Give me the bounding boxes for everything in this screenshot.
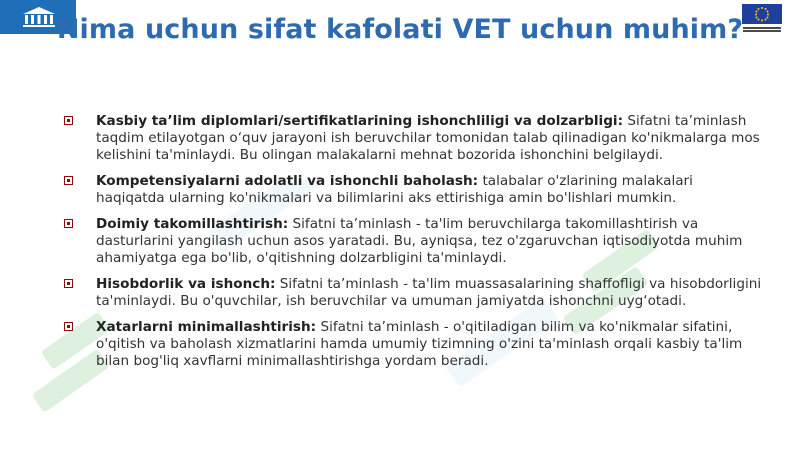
square-bullet-icon [64,279,73,288]
item-text: Sifatni ta’minlash - o'qitiladigan bilim va ko'nikmalar sifatini, o'qitish va baholash xizmatlarini hamda umumiy tizimning o'zini ta'minlash orqali kasbiy ta'lim bilan bog'liq xavflarni minimallashtirishga yordam beradi. [96,319,743,370]
list-item [62,173,762,207]
square-bullet-icon [64,176,73,185]
bullet-list [62,113,762,379]
list-item [62,276,762,310]
list-item [62,319,762,371]
list-item [62,216,762,268]
list-item [62,113,762,165]
item-term: Kompetensiyalarni adolatli va ishonchli baholash: [96,173,479,190]
item-text: Sifatni ta’minlash - ta'lim muassasalarining shaffofligi va hisobdorligini ta'minlaydi. Bu o'quvchilar, ish beruvchilar va umuman jamiyatda ishonchni uyg‘otadi. [96,276,762,310]
item-text: Sifatni ta’minlash - ta'lim beruvchilarga takomillashtirish va dasturlarini yangilash uchun asos yaratadi. Bu, ayniqsa, tez o'zgaruvchan iqtisodiyotda muhim ahamiyatga ega bo'lib, o'qitishning dolzarbligini ta'minlaydi. [96,216,743,267]
square-bullet-icon [64,116,73,125]
item-term: Doimiy takomillashtirish: [96,216,289,233]
square-bullet-icon [64,322,73,331]
item-term: Hisobdorlik va ishonch: [96,276,276,293]
square-bullet-icon [64,219,73,228]
page-title: Nima uchun sifat kafolati VET uchun muhim? [56,14,744,45]
item-term: Kasbiy ta’lim diplomlari/sertifikatlarining ishonchliligi va dolzarbligi: [96,113,624,129]
item-text: Sifatni ta’minlash taqdim etilayotgan o‘quv jarayoni ish beruvchilar tomonidan talab qilinadigan ko'nikmalarga mos kelishini ta'minlaydi. Bu olingan malakalarni mehnat bozorida ishonchini belgilaydi. [96,113,760,164]
item-term: Xatarlarni minimallashtirish: [96,319,317,336]
item-text: talabalar o'zlarining malakalari haqiqatda ularning ko'nikmalari va bilimlarini aks ettirishiga amin bo'lishlari mumkin. [96,173,693,207]
